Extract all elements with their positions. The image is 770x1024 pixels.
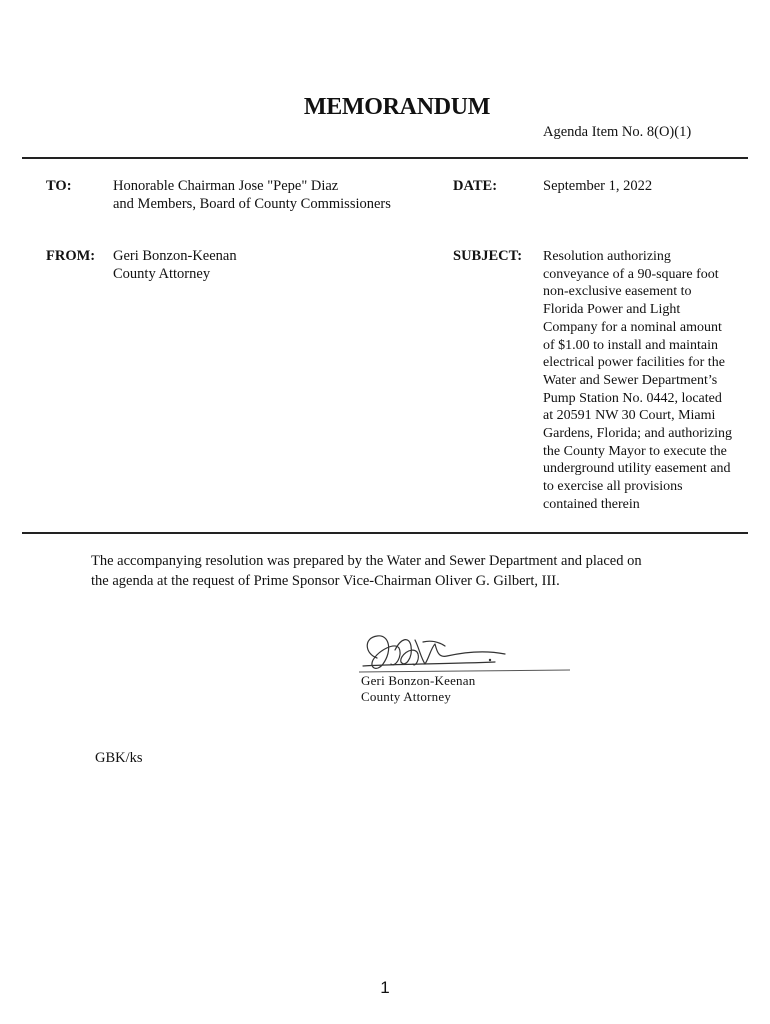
- subject-text: [543, 248, 753, 514]
- body-line-2: the agenda at the request of Prime Sponsor Vice-Chairman Oliver G. Gilbert, III.: [91, 572, 560, 589]
- subject-line: Pump Station No. 0442, located: [543, 390, 722, 406]
- subject-line: Company for a nominal amount: [543, 319, 722, 335]
- header-bottom-rule: [22, 532, 748, 534]
- date-value: September 1, 2022: [543, 178, 653, 194]
- subject-line: Water and Sewer Department’s: [543, 372, 718, 388]
- subject-line: contained therein: [543, 496, 640, 512]
- body-paragraph: [91, 552, 691, 591]
- header-top-rule: [22, 157, 748, 159]
- subject-line: electrical power facilities for the: [543, 355, 725, 371]
- from-name: Geri Bonzon-Keenan: [113, 248, 237, 264]
- page-number: 1: [380, 978, 390, 997]
- subject-label: SUBJECT:: [453, 248, 523, 264]
- subject-line: Gardens, Florida; and authorizing: [543, 426, 732, 442]
- body-line-1: The accompanying resolution was prepared by the Water and Sewer Department and placed on: [91, 553, 642, 569]
- handwritten-signature: [355, 628, 605, 678]
- agenda-item-number: Agenda Item No. 8(O)(1): [543, 124, 692, 140]
- signatory-name: Geri Bonzon-Keenan: [361, 673, 476, 688]
- subject-line: of $1.00 to install and maintain: [543, 337, 718, 353]
- subject-line: at 20591 NW 30 Court, Miami: [543, 408, 716, 424]
- from-title: County Attorney: [113, 266, 211, 282]
- signatory-title: County Attorney: [361, 689, 452, 704]
- subject-line: Resolution authorizing: [543, 249, 671, 264]
- subject-line: conveyance of a 90-square foot: [543, 266, 719, 282]
- to-recipient-line-2: and Members, Board of County Commissioners: [113, 196, 391, 212]
- date-label: DATE:: [453, 178, 498, 194]
- to-recipient-line-1: Honorable Chairman Jose "Pepe" Diaz: [113, 178, 339, 194]
- subject-line: the County Mayor to execute the: [543, 443, 727, 459]
- subject-line: underground utility easement and: [543, 461, 731, 477]
- typist-initials: GBK/ks: [95, 750, 143, 766]
- from-label: FROM:: [46, 248, 96, 264]
- memo-title: MEMORANDUM: [303, 94, 491, 120]
- signatory-block: [361, 673, 475, 705]
- subject-line: to exercise all provisions: [543, 479, 683, 495]
- subject-line: non-exclusive easement to: [543, 284, 692, 300]
- subject-line: Florida Power and Light: [543, 302, 681, 318]
- to-label: TO:: [46, 178, 72, 194]
